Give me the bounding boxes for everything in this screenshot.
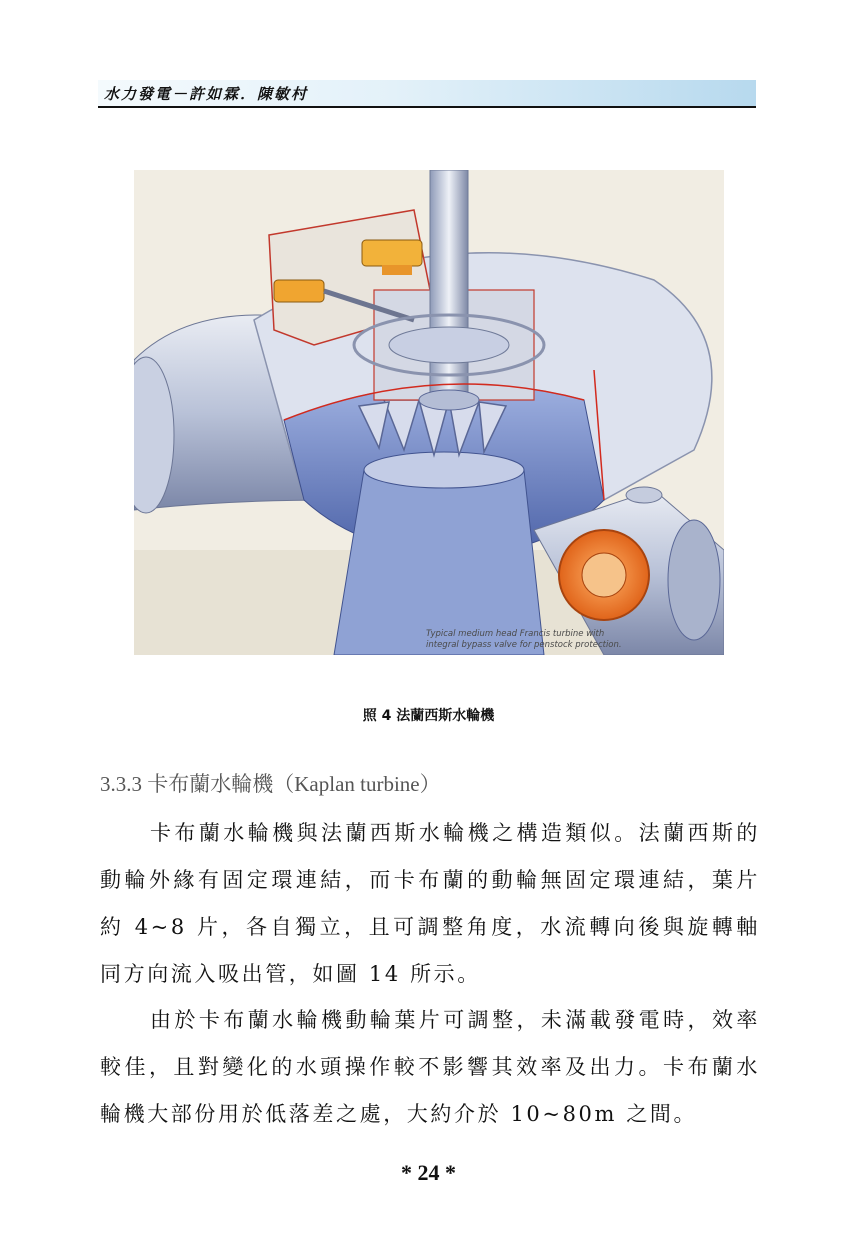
section-heading: 3.3.3 卡布蘭水輪機（Kaplan turbine） bbox=[100, 772, 441, 796]
draft-tube bbox=[334, 460, 544, 655]
paragraph-1: 卡布蘭水輪機與法蘭西斯水輪機之構造類似。法蘭西斯的動輪外緣有固定環連結，而卡布蘭的動輪無固定環連結，葉片約 4~8 片，各自獨立，且可調整角度，水流轉向後與旋轉軸同方向流入吸出管，如圖 14 所示。 bbox=[100, 821, 760, 986]
page-number: * 24 * bbox=[401, 1160, 456, 1185]
francis-turbine-illustration bbox=[134, 170, 724, 655]
main-shaft bbox=[430, 170, 468, 400]
inset-caption-line1: Typical medium head Francis turbine with bbox=[426, 629, 605, 639]
figure-caption: 照 4 法蘭西斯水輪機 bbox=[362, 708, 495, 724]
inset-caption-line2: integral bypass valve for penstock protection. bbox=[426, 640, 622, 650]
header-title: 水力發電－許如霖．陳敏村 bbox=[104, 85, 309, 103]
turbine-drawing bbox=[134, 170, 724, 655]
paragraph-2: 由於卡布蘭水輪機動輪葉片可調整，未滿載發電時，效率較佳，且對變化的水頭操作較不影響其效率及出力。卡布蘭水輪機大部份用於低落差之處，大約介於 10~80m 之間。 bbox=[100, 1008, 760, 1126]
running-header bbox=[98, 80, 756, 108]
